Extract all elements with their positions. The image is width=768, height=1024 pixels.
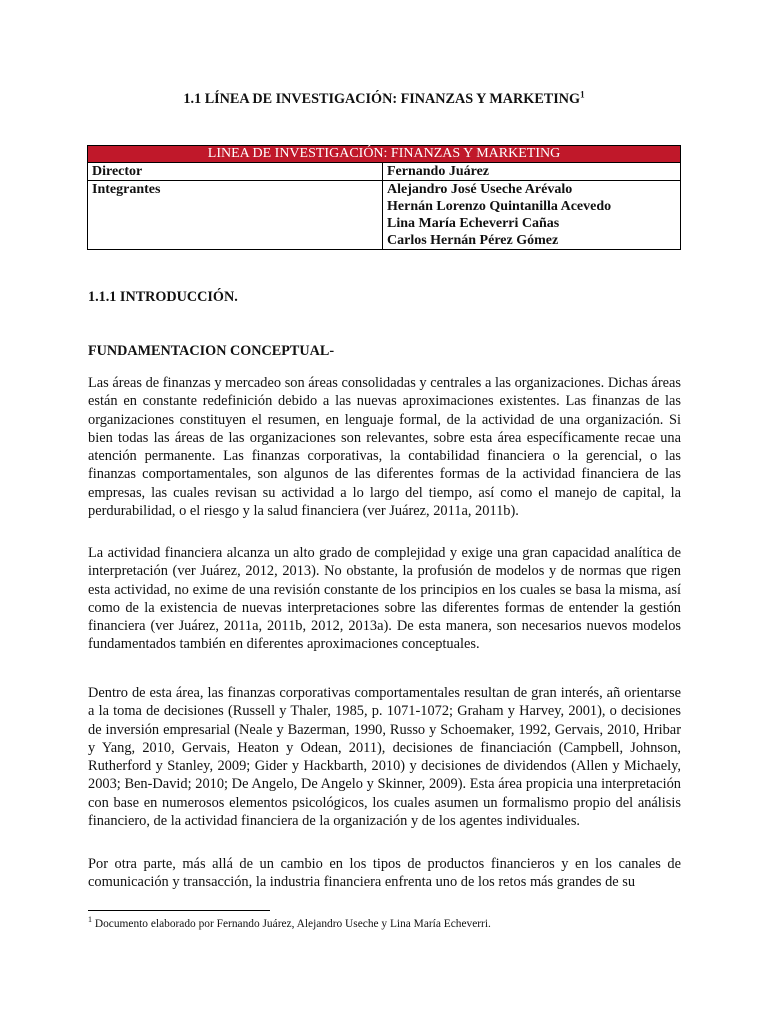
member-name: Lina María Echeverri Cañas [387, 216, 560, 231]
title-footnote-mark: 1 [580, 89, 585, 100]
footnote-text: Documento elaborado por Fernando Juárez, Alejandro Useche y Lina María Echeverri. [94, 918, 491, 930]
table-header: LINEA DE INVESTIGACIÓN: FINANZAS Y MARKETING [88, 146, 681, 163]
members-label: Integrantes [88, 181, 383, 250]
research-team-table [87, 145, 681, 250]
director-name: Fernando Juárez [383, 163, 681, 181]
footnote-divider [88, 910, 270, 911]
members-list [383, 181, 681, 250]
member-name: Hernán Lorenzo Quintanilla Acevedo [387, 199, 612, 214]
section-heading: 1.1.1 INTRODUCCIÓN. [88, 289, 238, 305]
table-row-director [88, 163, 681, 181]
member-name: Alejandro José Useche Arévalo [387, 182, 573, 197]
table-row-members [88, 181, 681, 250]
document-title: 1.1 LÍNEA DE INVESTIGACIÓN: FINANZAS Y MARKETING$^1$ [183, 89, 585, 107]
paragraph: La actividad financiera alcanza un alto grado de complejidad y exige una gran capacidad analítica de interpretación (ver Juárez, 2012, 2013). No obstante, la profusión de modelos y de normas que rigen esta actividad, no exime de una revisión constante de los principios en los cuales se basa la misma, así como de la existencia de nuevas interpretaciones sobre las diferentes formas de entender la gestión financiera (ver Juárez, 2011a, 2011b, 2012, 2013a). De esta manera, son necesarios nuevos modelos fundamentados también en diferentes aproximaciones conceptuales. [88, 545, 681, 653]
director-label: Director [88, 163, 383, 181]
footnote [88, 917, 491, 931]
paragraph: Las áreas de finanzas y mercadeo son áreas consolidadas y centrales a las organizaciones. Dichas áreas están en constante redefinición debido a las nuevas aproximaciones existentes. Las finanzas de las organizaciones constituyen el resumen, en lenguaje formal, de la actividad de una organización. Si bien todas las áreas de las organizaciones son relevantes, sobre esta área específicamente recae una atención permanente. Las finanzas corporativas, la contabilidad financiera o la gerencial, o las finanzas comportamentales, son algunos de las diferentes formas de la actividad financiera de las empresas, las cuales revisan su actividad a lo largo del tiempo, así como el manejo de capital, la perdurabilidad, o el riesgo y la salud financiera (ver Juárez, 2011a, 2011b). [88, 375, 681, 520]
paragraph: Dentro de esta área, las finanzas corporativas comportamentales resultan de gran interés, añ orientarse a la toma de decisiones (Russell y Thaler, 1985, p. 1071-1072; Graham y Harvey, 2001), o decisiones de inversión empresarial (Neale y Bazerman, 1990, Russo y Schoemaker, 1992, Gervais, 2010, Hribar y Yang, 2010, Gervais, Heaton y Odean, 2011), decisiones de financiación (Campbell, Johnson, Rutherford y Stanley, 2009; Gider y Hackbarth, 2010) y decisiones de dividendos (Allen y Michaely, 2003; Ben-David; 2010; De Angelo, De Angelo y Skinner, 2009). Esta área propicia una interpretación con base en numerosos elementos psicológicos, los cuales asumen un formalismo propio del análisis financiero, de la actividad financiera de la organización y de los agentes individuales. [88, 685, 681, 830]
member-name: Carlos Hernán Pérez Gómez [387, 233, 559, 248]
table-header-row [88, 146, 681, 163]
paragraph: Por otra parte, más allá de un cambio en los tipos de productos financieros y en los canales de comunicación y transacción, la industria financiera enfrenta uno de los retos más grandes de su [88, 856, 681, 891]
footnote-mark: 1 [88, 915, 92, 925]
subheading: FUNDAMENTACION CONCEPTUAL- [88, 343, 335, 359]
